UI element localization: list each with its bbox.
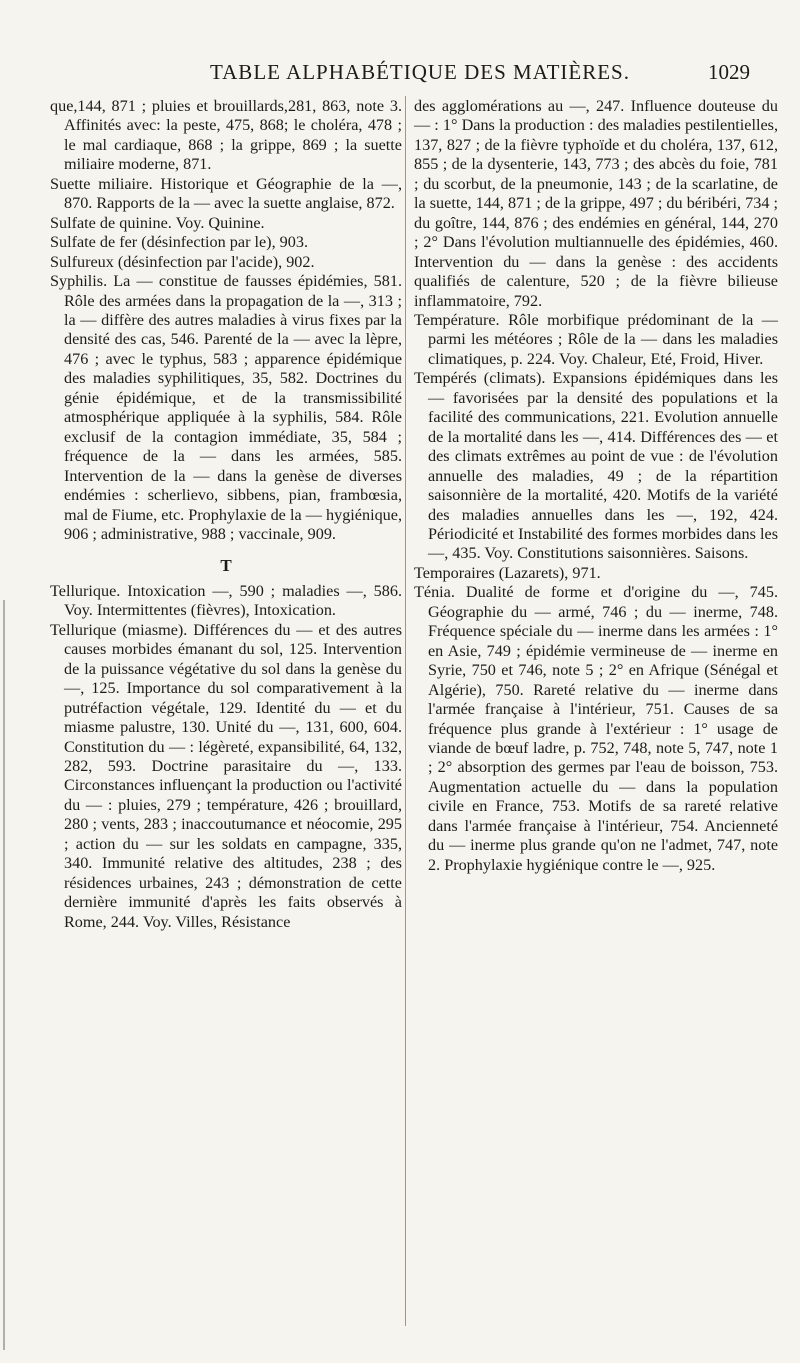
column-divider: [405, 96, 406, 1326]
index-entry: Tellurique (miasme). Différences du — et des autres causes morbides émanant du sol, 125. Intervention de la puissance végétative du sol dans la genèse du —, 125. Importance du sol comparativement à la putréfaction végétale, 129. Identité du — et du miasme palustre, 130. Unité du —, 131, 600, 604. Constitution du — : légèreté, expansibilité, 64, 132, 282, 593. Doctrine parasitaire du —, 133. Circonstances influençant la production ou l'activité du — : pluies, 279 ; température, 426 ; brouillard, 280 ; vents, 283 ; inaccoutumance et néocomie, 295 ; action du — sur les soldats en campagne, 335, 340. Immunité relative des altitudes, 238 ; des résidences urbaines, 243 ; démonstration de cette dernière immunité d'après les faits observés à Rome, 244. Voy. Villes, Résistance: [50, 620, 402, 931]
index-entry: Ténia. Dualité de forme et d'origine du —, 745. Géographie du — armé, 746 ; du — inerme, 748. Fréquence spéciale du — inerme dans les armées : 1° en Asie, 749 ; épidémie vermineuse de — inerme en Syrie, 750 et 746, note 5 ; 2° en Afrique (Sénégal et Algérie), 750. Rareté relative du — inerme dans l'armée française à l'intérieur, 751. Causes de sa fréquence plus grande à l'extérieur : 1° usage de viande de bœuf ladre, p. 752, 748, note 5, 747, note 1 ; 2° absorption des germes par l'eau de boisson, 753. Augmentation actuelle du — dans la population civile en France, 753. Motifs de sa rareté relative dans l'armée française à l'intérieur, 754. Ancienneté du — inerme plus grande qu'on ne l'admet, 747, note 2. Prophylaxie hygiénique contre le —, 925.: [414, 583, 778, 874]
index-entry: Syphilis. La — constitue de fausses épidémies, 581. Rôle des armées dans la propagation de la —, 313 ; la — diffère des autres maladies à virus fixes par la densité des cas, 546. Parenté de la — avec la lèpre, 476 ; avec le typhus, 583 ; apparence épidémique des maladies syphilitiques, 35, 582. Doctrines du génie épidémique, et de la transmissibilité atmosphérique appliquée à la syphilis, 584. Rôle exclusif de la contagion immédiate, 35, 584 ; fréquence de la — dans les armées, 585. Intervention de la — dans la genèse de diverses endémies : scherlievo, sibbens, pian, frambœsia, mal de Fiume, etc. Prophylaxie de la — hygiénique, 906 ; administrative, 988 ; vaccinale, 909.: [50, 272, 402, 543]
index-entry: Tellurique. Intoxication —, 590 ; maladies —, 586. Voy. Intermittentes (fièvres), Intoxication.: [50, 581, 402, 620]
page-edge-mark: [3, 600, 5, 1350]
index-entry: Sulfureux (désinfection par l'acide), 902.: [50, 252, 315, 271]
index-entry: que,144, 871 ; pluies et brouillards,281, 863, note 3. Affinités avec: la peste, 475, 868; le choléra, 478 ; le mal cardiaque, 868 ; la grippe, 869 ; la suette miliaire moderne, 871.: [50, 97, 402, 174]
index-entry: Suette miliaire. Historique et Géographie de la —, 870. Rapports de la — avec la suette anglaise, 872.: [50, 174, 402, 213]
index-entry: Tempérés (climats). Expansions épidémiques dans les — favorisées par la densité des populations et la facilité des communications, 221. Evolution annuelle de la mortalité dans les —, 414. Différences des — et des climats extrêmes au point de vue : de l'évolution annuelle des maladies, 49 ; de la répartition saisonnière de la mortalité, 420. Motifs de la variété des maladies annuelles dans les —, 192, 424. Périodicité et Instabilité des formes morbides dans les —, 435. Voy. Constitutions saisonnières. Saisons.: [414, 369, 778, 563]
index-entry: Sulfate de fer (désinfection par le), 903.: [50, 233, 308, 252]
page-number: 1029: [708, 60, 750, 84]
right-column: [414, 97, 778, 875]
left-column: [50, 97, 402, 932]
page-header: [70, 60, 750, 86]
index-entry: Sulfate de quinine. Voy. Quinine.: [50, 213, 265, 232]
index-entry-continued: des agglomérations au —, 247. Influence douteuse du — : 1° Dans la production : des maladies pestilentielles, 137, 827 ; de la fièvre typhoïde et du choléra, 137, 612, 855 ; de la dysenterie, 143, 773 ; des abcès du foie, 781 ; du scorbut, de la pneumonie, 143 ; de la scarlatine, de la suette, 144, 871 ; de la grippe, 497 ; du béribéri, 734 ; du goître, 144, 876 ; des endémies en général, 144, 270 ; 2° Dans l'évolution multiannuelle des épidémies, 460. Intervention du — dans la genèse : des accidents qualifiés de calenture, 520 ; de la fièvre bilieuse inflammatoire, 792.: [414, 97, 778, 310]
index-entry: Temporaires (Lazarets), 971.: [414, 563, 601, 582]
index-entry: Température. Rôle morbifique prédominant de la — parmi les météores ; Rôle de la — dans les maladies climatiques, p. 224. Voy. Chaleur, Eté, Froid, Hiver.: [414, 310, 778, 368]
section-letter: T: [220, 556, 232, 576]
running-title: TABLE ALPHABÉTIQUE DES MATIÈRES.: [210, 60, 630, 84]
